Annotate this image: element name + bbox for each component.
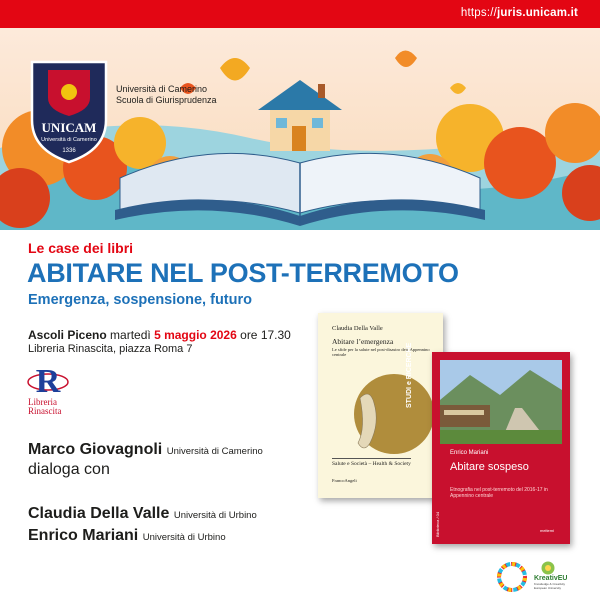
shield-year: 1336 — [62, 148, 76, 154]
guest-name: Claudia Della Valle — [28, 505, 170, 522]
sdg-wheel-icon — [497, 562, 527, 592]
url-prefix: https:// — [460, 7, 498, 19]
unicam-shield-logo — [28, 58, 110, 166]
event-subtitle: Emergenza, sospensione, futuro — [28, 292, 252, 308]
book1-publisher: FrancoAngeli — [332, 478, 357, 483]
university-name-line1: Università di Camerino — [116, 84, 208, 94]
kreativeu-subtitle: Knowledge & Creativity European University — [534, 582, 566, 590]
kreativeu-title: KreativEU — [534, 575, 568, 582]
book1-title: Abitare l’emergenza — [332, 337, 394, 346]
book1-subtitle: Le sfide per la salute nel post-disastro dell’Appennino centrale — [332, 347, 430, 357]
sdg-wheel-logo — [497, 562, 527, 592]
libreria-r-icon — [26, 360, 72, 400]
event-time: ore 17.30 — [240, 328, 291, 342]
event-when — [28, 328, 291, 342]
event-city: Ascoli Piceno — [28, 328, 107, 342]
event-series: Le case dei libri — [28, 240, 134, 256]
moderator-name: Marco Giovagnoli — [28, 441, 163, 458]
logo-line2: Rinascita — [28, 406, 62, 416]
logo-line1: Libreria — [28, 397, 57, 407]
guest-affiliation: Università di Urbino — [142, 532, 226, 543]
top-bar — [0, 0, 600, 28]
moderator-affiliation: Università di Camerino — [166, 446, 263, 457]
url-domain: juris.unicam.it — [497, 7, 578, 19]
guest-speaker — [28, 527, 226, 545]
book2-spine: Biblioteca / 04 — [435, 511, 440, 537]
libreria-logo-text — [28, 398, 62, 416]
book2-subtitle: Etnografia nel post-terremoto del 2016-17 in Appennino centrale — [450, 487, 548, 499]
event-weekday: martedì — [110, 328, 151, 342]
event-venue: Libreria Rinascita, piazza Roma 7 — [28, 343, 193, 355]
guest-name: Enrico Mariani — [28, 527, 139, 544]
book2-publisher: meltemi — [540, 528, 555, 533]
village-photo-icon — [440, 360, 562, 444]
event-date: 5 maggio 2026 — [154, 328, 237, 342]
event-title: ABITARE NEL POST-TERREMOTO — [27, 258, 459, 288]
book1-series: STUDI e RICERCHE — [406, 342, 413, 408]
website-url[interactable] — [461, 7, 578, 19]
guest-affiliation: Università di Urbino — [173, 510, 257, 521]
university-name — [116, 84, 217, 106]
moderator — [28, 441, 263, 459]
book2-title: Abitare sospeso — [450, 461, 529, 473]
book-cover-abitare-sospeso — [432, 352, 570, 544]
kreativeu-star-icon — [540, 560, 556, 575]
book1-author: Claudia Della Valle — [332, 325, 383, 332]
logo-letter: R — [35, 363, 61, 400]
hero-illustration — [0, 28, 600, 230]
shield-name: UNICAM — [41, 120, 97, 135]
book1-collection: Salute e Società – Health & Society — [332, 458, 411, 467]
book-cover-abitare-emergenza — [318, 313, 443, 498]
book2-author: Enrico Mariani — [450, 450, 489, 456]
guest-speaker — [28, 505, 257, 523]
statue-medallion-icon — [340, 368, 432, 460]
shield-subtitle: Università di Camerino — [41, 137, 97, 143]
kreativeu-logo — [534, 560, 576, 594]
school-name: Scuola di Giurisprudenza — [116, 95, 217, 105]
dialoga-con: dialoga con — [28, 461, 110, 478]
shield-icon — [28, 58, 110, 166]
